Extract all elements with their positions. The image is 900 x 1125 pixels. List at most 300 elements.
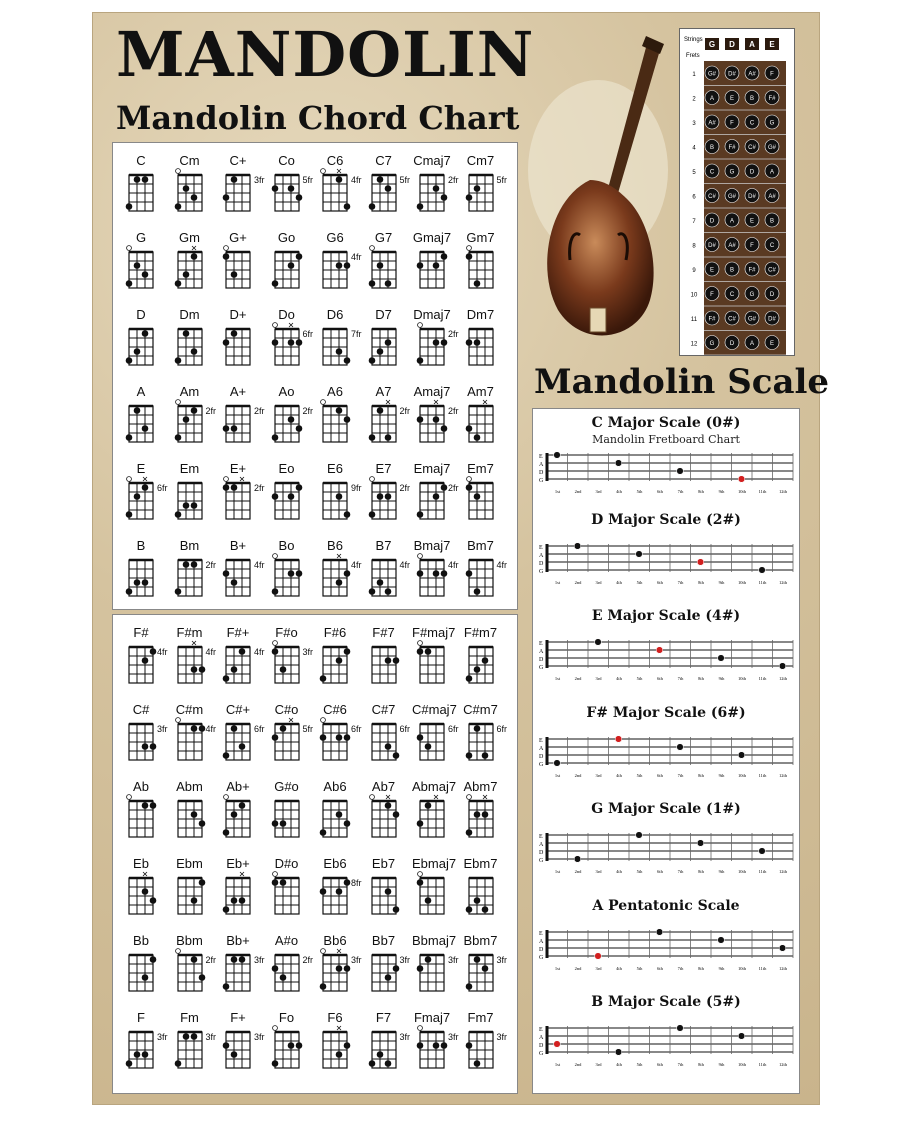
fret-label: 1st: [554, 772, 561, 778]
fret-label: 7th: [677, 1062, 684, 1067]
scale-block: [533, 608, 799, 700]
chord-grid: [125, 870, 159, 922]
chord-name: B+: [229, 538, 247, 553]
chord-grid: [125, 1024, 159, 1076]
finger-dot: [417, 262, 424, 269]
fret-position-label: 4fr: [351, 252, 362, 262]
muted-string-marker: [192, 246, 196, 250]
finger-dot: [417, 203, 424, 210]
chord-grid: [222, 552, 256, 604]
fretboard-note: [745, 311, 759, 325]
finger-dot: [344, 648, 351, 655]
scale-note-dot: [595, 952, 602, 959]
finger-dot: [441, 253, 448, 260]
chord-name: Eb6: [323, 856, 347, 871]
string-label: E: [539, 1027, 543, 1033]
finger-dot: [223, 425, 230, 432]
chord-name: Gm7: [466, 230, 495, 245]
fret-position-label: 4fr: [205, 647, 217, 657]
chord-name: B6: [327, 538, 343, 553]
chord-diagram: [121, 856, 169, 926]
scale-block: [533, 415, 799, 507]
chord-grid: [368, 1024, 402, 1076]
finger-dot: [279, 820, 286, 827]
finger-dot: [344, 879, 351, 886]
finger-dot: [376, 493, 383, 500]
chord-diagram: [170, 933, 218, 1003]
finger-dot: [384, 185, 391, 192]
finger-dot: [425, 956, 432, 963]
chord-name: C: [136, 153, 146, 168]
svg-text:A: A: [729, 218, 735, 225]
chord-grid: [174, 793, 208, 845]
open-string-marker: [127, 477, 132, 482]
finger-dot: [417, 416, 424, 423]
scale-note-dot: [615, 735, 622, 742]
svg-text:A: A: [769, 169, 775, 176]
finger-dot: [336, 493, 343, 500]
finger-dot: [271, 493, 278, 500]
chord-diagram: [315, 307, 363, 377]
finger-dot: [271, 820, 278, 827]
chord-name: A+: [229, 384, 247, 399]
chord-grid: [319, 716, 353, 768]
finger-dot: [417, 820, 424, 827]
fret-label: 3rd: [595, 965, 602, 971]
finger-dot: [473, 434, 480, 441]
finger-dot: [287, 185, 294, 192]
finger-dot: [376, 579, 383, 586]
finger-dot: [425, 897, 432, 904]
fret-label: 2nd: [574, 965, 582, 971]
chord-diagram: [218, 856, 266, 926]
chord-diagram: [412, 461, 460, 531]
fret-label: 8th: [698, 772, 704, 778]
finger-dot: [433, 493, 440, 500]
finger-dot: [271, 965, 278, 972]
fret-label: 2nd: [574, 676, 582, 681]
scale-block: [533, 512, 799, 604]
chord-diagram: [315, 461, 363, 531]
chord-grid: [125, 716, 159, 768]
fret-label: 12th: [778, 579, 788, 585]
finger-dot: [336, 262, 343, 269]
chord-name: Ab6: [323, 779, 347, 794]
chord-name: A: [136, 384, 146, 399]
chord-diagram: [170, 1010, 218, 1080]
fretboard-note: [765, 91, 779, 105]
chord-name: Bb: [133, 933, 149, 948]
chord-grid: [416, 1024, 450, 1076]
finger-dot: [336, 965, 343, 972]
finger-dot: [344, 203, 351, 210]
chord-name: C#m: [175, 702, 204, 717]
svg-text:D: D: [769, 292, 775, 298]
chord-name: Bb7: [371, 933, 396, 948]
finger-dot: [223, 983, 230, 990]
chord-diagram: [364, 538, 412, 608]
finger-dot: [336, 1051, 343, 1058]
fret-label: 10th: [737, 1062, 747, 1067]
chord-diagram: [461, 307, 509, 377]
string-label: G: [539, 665, 544, 671]
chord-name: F#m7: [463, 625, 498, 640]
fret-label: 3rd: [595, 1062, 602, 1067]
fret-label: 10th: [737, 965, 747, 971]
open-string-marker: [418, 554, 423, 559]
fret-label: 10th: [737, 579, 747, 585]
svg-text:F: F: [730, 120, 734, 127]
fretboard-note: [725, 189, 739, 203]
chord-grid: [271, 244, 305, 296]
chord-name: C6: [326, 153, 344, 168]
open-string-marker: [224, 477, 229, 482]
chord-diagram: [364, 856, 412, 926]
chord-name: D6: [326, 307, 344, 322]
chord-diagram: [267, 856, 315, 926]
finger-dot: [182, 1033, 189, 1040]
fretboard-note: [745, 213, 759, 227]
svg-text:E: E: [769, 341, 775, 347]
fretboard-note: [765, 189, 779, 203]
fret-position-label: 2fr: [205, 955, 217, 965]
fret-label: 5th: [636, 579, 643, 585]
svg-text:A#: A#: [768, 194, 776, 200]
finger-dot: [481, 965, 488, 972]
finger-dot: [223, 675, 230, 682]
scale-section-title: Mandolin Scale: [534, 362, 830, 402]
fret-position-label: 3fr: [448, 1032, 459, 1042]
finger-dot: [320, 829, 327, 836]
open-string-marker: [418, 641, 423, 646]
finger-dot: [198, 725, 205, 732]
fretboard-note: [705, 311, 719, 325]
chord-diagram: [364, 1010, 412, 1080]
fret-label: 2nd: [574, 579, 582, 585]
fret-label: 9th: [718, 1062, 725, 1067]
chord-name: D+: [229, 307, 247, 322]
svg-text:D: D: [729, 341, 735, 347]
chord-name: F#+: [226, 625, 250, 640]
chord-diagram: [170, 625, 218, 695]
fret-label: 1st: [554, 489, 561, 494]
finger-dot: [126, 357, 133, 364]
chord-name: Ebm: [176, 856, 203, 871]
finger-dot: [336, 176, 343, 183]
finger-dot: [279, 725, 286, 732]
chord-grid: [465, 793, 499, 845]
chord-name: Dm7: [466, 307, 495, 322]
chord-grid: [271, 475, 305, 527]
finger-dot: [344, 570, 351, 577]
chord-grid: [416, 244, 450, 296]
fret-label: 3rd: [595, 489, 602, 494]
finger-dot: [190, 1033, 197, 1040]
fret-position-label: 3fr: [399, 1032, 411, 1042]
chord-grid: [465, 398, 499, 450]
finger-dot: [433, 262, 440, 269]
finger-dot: [320, 983, 327, 990]
chord-name: A7: [375, 384, 392, 399]
chord-name: Ebm7: [463, 856, 498, 871]
chord-name: F+: [230, 1010, 246, 1025]
chord-name: C#+: [225, 702, 251, 717]
fret-label: 11th: [758, 772, 767, 778]
finger-dot: [473, 588, 480, 595]
chord-grid: [222, 398, 256, 450]
finger-dot: [368, 203, 375, 210]
chord-diagram: [315, 153, 363, 223]
chord-diagram: [364, 779, 412, 849]
finger-dot: [198, 974, 205, 981]
chord-name: Em: [179, 461, 200, 476]
string-label: A: [539, 745, 544, 752]
finger-dot: [134, 262, 141, 269]
svg-text:D: D: [749, 169, 755, 176]
fret-label: 7th: [677, 489, 684, 494]
finger-dot: [433, 185, 440, 192]
chord-grid: [465, 321, 499, 373]
finger-dot: [417, 965, 424, 972]
finger-dot: [134, 1051, 141, 1058]
chord-diagram: [461, 384, 509, 454]
scale-subtitle: Mandolin Fretboard Chart: [592, 433, 740, 446]
fret-position-label: 3fr: [254, 955, 265, 965]
string-label: A: [539, 1035, 544, 1041]
finger-dot: [465, 570, 472, 577]
string-label: E: [539, 544, 543, 551]
fret-label: 1st: [554, 579, 561, 585]
chord-diagram: [121, 625, 169, 695]
svg-text:A: A: [749, 341, 755, 347]
chord-diagram: [218, 461, 266, 531]
svg-text:E: E: [709, 267, 715, 274]
finger-dot: [231, 484, 238, 491]
chord-name: F6: [327, 1010, 343, 1025]
finger-dot: [320, 888, 327, 895]
finger-dot: [223, 752, 230, 759]
finger-dot: [182, 271, 189, 278]
chord-grid: [416, 398, 450, 450]
finger-dot: [320, 734, 327, 741]
fretboard-note: [705, 66, 719, 80]
chord-diagram: [412, 702, 460, 772]
chord-diagram: [412, 1010, 460, 1080]
finger-dot: [473, 897, 480, 904]
chord-name: A#o: [274, 933, 299, 948]
finger-dot: [433, 1042, 440, 1049]
chord-name: Bm: [179, 538, 200, 553]
finger-dot: [279, 974, 286, 981]
finger-dot: [433, 416, 440, 423]
chord-grid: [174, 321, 208, 373]
chord-name: Emaj7: [413, 461, 451, 476]
string-name: G: [708, 40, 716, 49]
finger-dot: [384, 493, 391, 500]
svg-text:C#: C#: [768, 267, 776, 274]
chord-name: G7: [374, 230, 393, 245]
finger-dot: [465, 752, 472, 759]
finger-dot: [384, 657, 391, 664]
fret-label: 10th: [737, 676, 747, 681]
chord-grid: [125, 321, 159, 373]
chord-name: F7: [375, 1010, 392, 1025]
finger-dot: [425, 648, 432, 655]
fretboard-note: [705, 115, 719, 129]
chord-grid: [271, 639, 305, 691]
finger-dot: [142, 974, 149, 981]
fret-position-label: 4fr: [351, 175, 362, 185]
fret-label: 3rd: [595, 869, 602, 874]
finger-dot: [473, 666, 480, 673]
finger-dot: [223, 829, 230, 836]
chord-diagram: [121, 307, 169, 377]
fret-label: 5th: [636, 676, 643, 681]
string-label: D: [539, 470, 544, 476]
svg-text:G#: G#: [707, 71, 717, 78]
fret-position-label: 3fr: [302, 647, 314, 657]
chord-grid: [465, 639, 499, 691]
finger-dot: [465, 425, 472, 432]
finger-dot: [198, 820, 205, 827]
svg-text:D#: D#: [708, 243, 716, 249]
open-string-marker: [175, 718, 180, 723]
scale-title: C Major Scale (0#): [591, 415, 741, 431]
fretboard-note: [725, 115, 739, 129]
fretboard-note: [725, 140, 739, 154]
fret-position-label: 6fr: [254, 724, 265, 734]
fret-position-label: 9fr: [351, 483, 362, 493]
fret-position-label: 2fr: [448, 175, 459, 185]
fret-position-label: 2fr: [205, 406, 217, 416]
scale-title: A Pentatonic Scale: [592, 897, 740, 914]
finger-dot: [384, 888, 391, 895]
muted-string-marker: [289, 323, 293, 327]
chord-chart-title: Mandolin Chord Chart: [116, 99, 520, 137]
chord-name: C#6: [323, 702, 347, 717]
fret-label: 9th: [718, 869, 725, 874]
fret-label: 6th: [657, 579, 663, 585]
chord-diagram: [170, 384, 218, 454]
fretboard-note: [745, 115, 759, 129]
svg-text:C#: C#: [728, 316, 736, 323]
finger-dot: [271, 1060, 278, 1067]
fretboard-note: [765, 311, 779, 325]
fretboard-note: [725, 262, 739, 276]
chord-diagram: [461, 153, 509, 223]
scale-note-dot: [677, 1025, 684, 1032]
finger-dot: [376, 407, 383, 414]
string-label: E: [539, 454, 543, 460]
finger-dot: [239, 648, 246, 655]
chord-name: C#7: [371, 702, 396, 717]
fret-position-label: 3fr: [254, 1032, 265, 1042]
string-label: E: [539, 641, 543, 647]
chord-name: Amaj7: [413, 384, 451, 399]
fret-label: 8th: [698, 869, 704, 874]
chord-diagram: [267, 933, 315, 1003]
chord-grid: [174, 475, 208, 527]
fret-label: 2nd: [574, 869, 582, 874]
chord-grid: [222, 167, 256, 219]
finger-dot: [142, 271, 149, 278]
scale-block: [533, 705, 799, 797]
svg-text:A#: A#: [728, 243, 736, 249]
finger-dot: [384, 802, 391, 809]
chord-diagram: [218, 538, 266, 608]
fret-position-label: 3fr: [351, 955, 362, 965]
fretboard-note: [745, 336, 759, 350]
scale-note-dot: [615, 1049, 622, 1056]
chord-diagram: [218, 625, 266, 695]
open-string-marker: [321, 400, 326, 405]
finger-dot: [433, 339, 440, 346]
finger-dot: [126, 203, 133, 210]
chord-diagram: [461, 1010, 509, 1080]
finger-dot: [174, 434, 181, 441]
chord-grid: [222, 1024, 256, 1076]
finger-dot: [134, 407, 141, 414]
chord-name: E7: [375, 461, 392, 476]
finger-dot: [295, 1042, 302, 1049]
string-label: E: [539, 737, 543, 744]
chord-name: C#: [132, 702, 150, 717]
scale-note-dot: [677, 468, 684, 475]
fret-number: 4: [692, 145, 696, 152]
string-label: G: [539, 568, 544, 575]
chord-grid: [319, 475, 353, 527]
open-string-marker: [466, 795, 471, 800]
string-label: A: [539, 462, 544, 468]
fretboard-note: [765, 115, 779, 129]
finger-dot: [417, 511, 424, 518]
fret-position-label: 5fr: [302, 175, 314, 185]
chord-name: C#o: [274, 702, 299, 717]
chord-grid: [319, 793, 353, 845]
chord-name: G: [135, 230, 147, 245]
chord-name: E: [136, 461, 146, 476]
finger-dot: [287, 493, 294, 500]
finger-dot: [392, 965, 399, 972]
fretboard-note: [725, 336, 739, 350]
finger-dot: [239, 802, 246, 809]
chord-diagram: [412, 933, 460, 1003]
chord-diagram: [218, 933, 266, 1003]
chord-grid: [368, 398, 402, 450]
fretboard-note: [765, 164, 779, 178]
scale-note-dot: [738, 751, 745, 758]
chord-grid: [125, 244, 159, 296]
open-string-marker: [466, 477, 471, 482]
scale-block: [533, 994, 799, 1086]
finger-dot: [142, 176, 149, 183]
chord-name: Dmaj7: [413, 307, 451, 322]
string-name: D: [729, 40, 735, 49]
finger-dot: [368, 511, 375, 518]
finger-dot: [384, 280, 391, 287]
fretboard-note: [765, 213, 779, 227]
chord-name: Bbm: [176, 933, 203, 948]
fret-label: 1st: [554, 1062, 561, 1067]
chord-name: Cmaj7: [413, 153, 451, 168]
chord-grid: [125, 398, 159, 450]
finger-dot: [295, 253, 302, 260]
chord-name: A6: [327, 384, 343, 399]
fret-position-label: 3fr: [205, 1032, 217, 1042]
scale-fretboard: [535, 731, 797, 791]
chord-name: Ebmaj7: [412, 856, 457, 871]
chord-grid: [125, 552, 159, 604]
